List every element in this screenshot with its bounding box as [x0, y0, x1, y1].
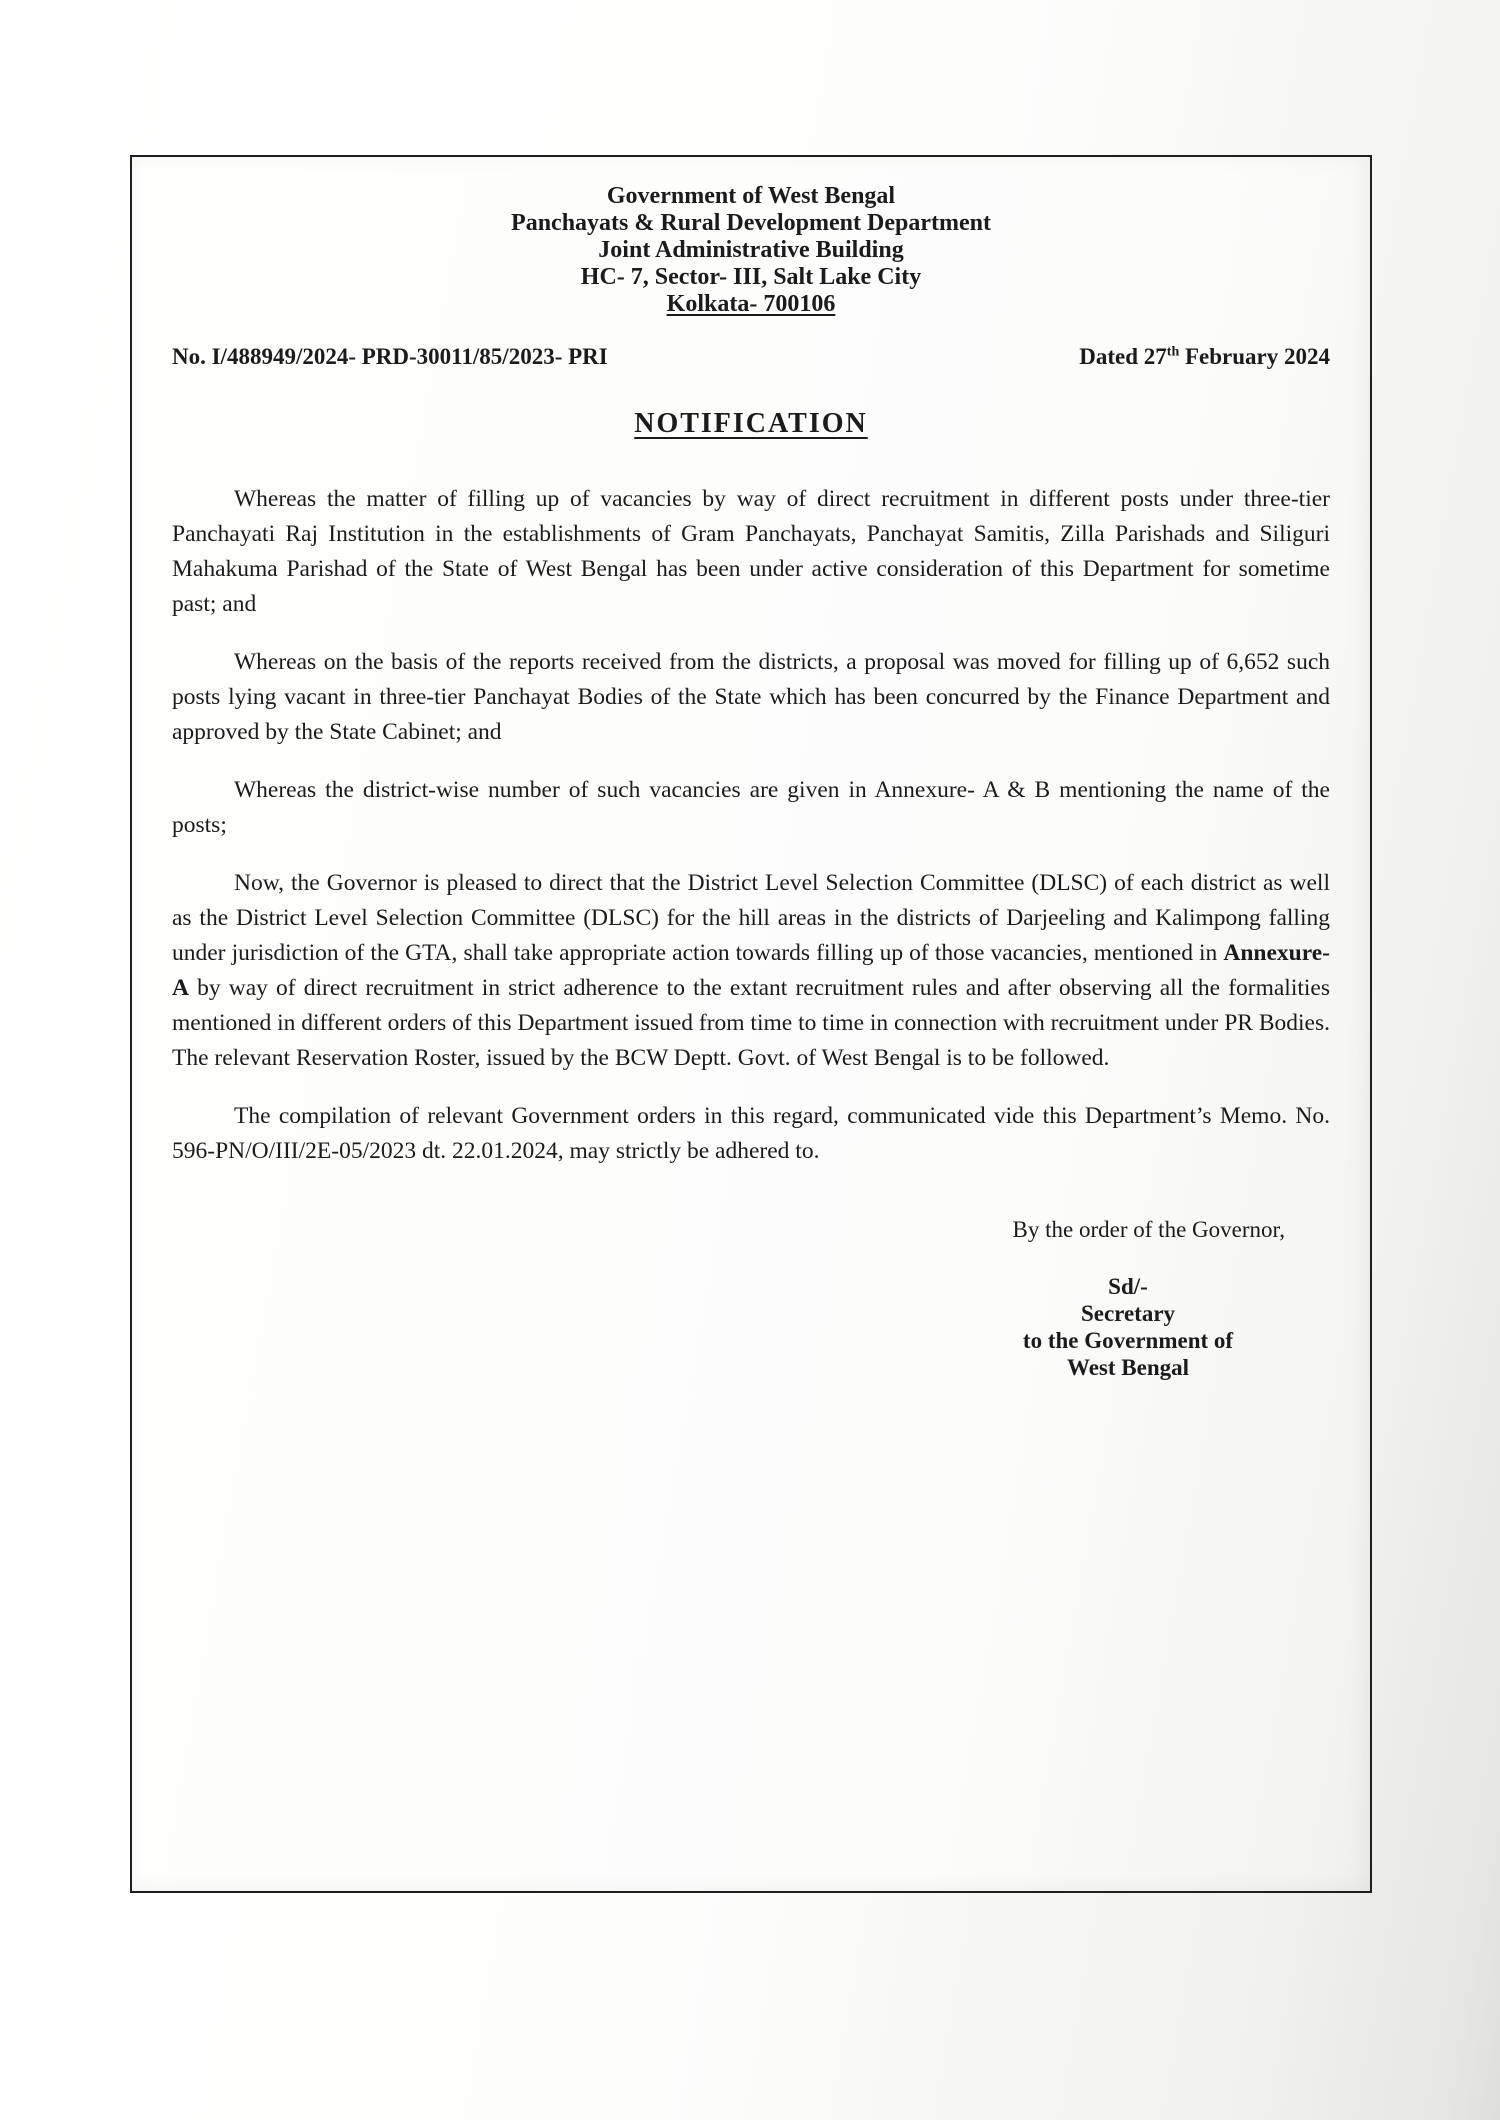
memo-number: No. I/488949/2024- PRD-30011/85/2023- PRI [172, 344, 608, 369]
paragraph-4 [172, 866, 1330, 1076]
paragraph-3: Whereas the district-wise number of such vacancies are given in Annexure- A & B mentioning the name of the posts; [172, 777, 1330, 838]
paragraph-4-text-end: by way of direct recruitment in strict adherence to the extant recruitment rules and after observing all the formalities mentioned in different orders of this Department issued from time to time in connection with recruitment under PR Bodies. The relevant Reservation Roster, issued by the BCW Deptt. Govt. of West Bengal is to be followed. [172, 975, 1330, 1071]
paragraph-4-text-start: Now, the Governor is pleased to direct that the District Level Selection Committee (DLSC) of each district as well as the District Level Selection Committee (DLSC) for the hill areas in the districts of Darjeeling and Kalimpong falling under jurisdiction of the GTA, shall take appropriate action towards filling up of those vacancies, mentioned in [172, 870, 1330, 966]
scanned-document-page [130, 155, 1372, 1893]
date-superscript: th [1166, 344, 1180, 360]
letterhead-address: HC- 7, Sector- III, Salt Lake City [580, 264, 922, 290]
paragraph-4-annexure-reference: Annexure- A [172, 940, 1330, 1001]
letterhead-city: Kolkata- 700106 [666, 291, 836, 317]
signature-org-line-2: West Bengal [1066, 1355, 1190, 1380]
signature-org-line-1: to the Government of [1022, 1328, 1234, 1353]
paragraph-2: Whereas on the basis of the reports received from the districts, a proposal was moved for filling up of 6,652 such posts lying vacant in three-tier Panchayat Bodies of the State which has been concurred by the Finance Department and approved by the State Cabinet; and [172, 649, 1330, 745]
paragraph-1: Whereas the matter of filling up of vacancies by way of direct recruitment in different posts under three-tier Panchayati Raj Institution in the establishments of Gram Panchayats, Panchayat Samitis, Zilla Parishads and Siliguri Mahakuma Parishad of the State of West Bengal has been under active consideration of this Department for sometime past; and [172, 486, 1330, 617]
date-suffix: February 2024 [1179, 344, 1330, 369]
letterhead [172, 183, 1330, 318]
letterhead-building: Joint Administrative Building [598, 237, 904, 263]
signature-sd: Sd/- [1108, 1274, 1148, 1299]
paragraph-5: The compilation of relevant Government orders in this regard, communicated vide this Department’s Memo. No. 596-PN/O/III/2E-05/2023 dt. 22.01.2024, may strictly be adhered to. [172, 1103, 1330, 1164]
by-order-line: By the order of the Governor, [1012, 1217, 1285, 1242]
letterhead-government: Government of West Bengal [606, 183, 896, 209]
letterhead-department: Panchayats & Rural Development Department [511, 210, 991, 236]
date-line [1079, 344, 1330, 370]
signature-block [938, 1273, 1318, 1381]
signature-designation: Secretary [1080, 1301, 1176, 1326]
date-prefix: Dated 27 [1079, 344, 1167, 369]
reference-row [172, 344, 1330, 370]
notification-title: NOTIFICATION [634, 408, 868, 439]
